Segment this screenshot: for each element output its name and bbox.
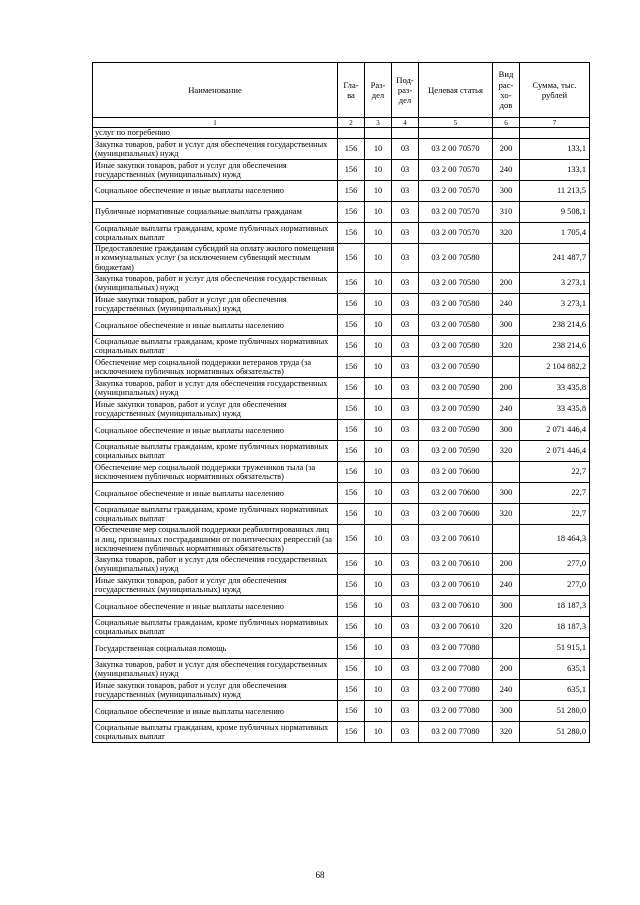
table-row	[93, 575, 590, 596]
cell-glava: 156	[338, 223, 365, 244]
cell-podrazdel: 03	[392, 336, 419, 357]
cell-razdel: 10	[365, 722, 392, 743]
cell-razdel: 10	[365, 701, 392, 722]
cell-celevaya: 03 2 00 77080	[419, 722, 493, 743]
cell-razdel: 10	[365, 638, 392, 659]
cell-summa: 241 487,7	[520, 244, 590, 273]
cell-glava: 156	[338, 378, 365, 399]
cell-glava: 156	[338, 596, 365, 617]
column-number: 2	[338, 118, 365, 128]
cell-celevaya: 03 2 00 77080	[419, 701, 493, 722]
cell-vid: 300	[493, 596, 520, 617]
cell-summa: 22,7	[520, 504, 590, 525]
cell-razdel: 10	[365, 399, 392, 420]
cell-vid	[493, 357, 520, 378]
cell-razdel: 10	[365, 617, 392, 638]
cell-vid: 320	[493, 617, 520, 638]
cell-name: Предоставление гражданам субсидий на оплату жилого помещения и коммунальных услуг (за исключением субвенций местным бюджетам)	[93, 244, 338, 273]
cell-celevaya: 03 2 00 70610	[419, 554, 493, 575]
cell-razdel: 10	[365, 680, 392, 701]
cell-name: Иные закупки товаров, работ и услуг для обеспечения государственных (муниципальных) нужд	[93, 399, 338, 420]
cell-name: Закупка товаров, работ и услуг для обеспечения государственных (муниципальных) нужд	[93, 378, 338, 399]
table-row	[93, 273, 590, 294]
cell-glava: 156	[338, 554, 365, 575]
cell-name: Социальное обеспечение и иные выплаты населению	[93, 181, 338, 202]
cell-celevaya: 03 2 00 70590	[419, 420, 493, 441]
table-row	[93, 722, 590, 743]
cell-vid: 200	[493, 554, 520, 575]
cell-glava: 156	[338, 638, 365, 659]
cell-razdel: 10	[365, 202, 392, 223]
cell-summa: 51 915,1	[520, 638, 590, 659]
table-row	[93, 441, 590, 462]
table-row	[93, 680, 590, 701]
cell-name: Государственная социальная помощь	[93, 638, 338, 659]
cell-vid: 320	[493, 504, 520, 525]
cell-glava	[338, 128, 365, 139]
table-row	[93, 294, 590, 315]
cell-podrazdel: 03	[392, 722, 419, 743]
cell-glava: 156	[338, 160, 365, 181]
cell-podrazdel: 03	[392, 273, 419, 294]
cell-podrazdel: 03	[392, 378, 419, 399]
cell-celevaya: 03 2 00 70600	[419, 483, 493, 504]
cell-celevaya: 03 2 00 70610	[419, 525, 493, 554]
cell-summa: 2 071 446,4	[520, 441, 590, 462]
cell-celevaya: 03 2 00 70570	[419, 139, 493, 160]
cell-glava: 156	[338, 399, 365, 420]
cell-razdel: 10	[365, 525, 392, 554]
table-row	[93, 244, 590, 273]
column-number: 4	[392, 118, 419, 128]
cell-name: Закупка товаров, работ и услуг для обеспечения государственных (муниципальных) нужд	[93, 139, 338, 160]
cell-celevaya: 03 2 00 70570	[419, 202, 493, 223]
cell-vid: 240	[493, 294, 520, 315]
cell-podrazdel: 03	[392, 223, 419, 244]
cell-summa: 2 071 446,4	[520, 420, 590, 441]
cell-glava: 156	[338, 181, 365, 202]
cell-glava: 156	[338, 659, 365, 680]
cell-vid: 200	[493, 139, 520, 160]
cell-razdel: 10	[365, 315, 392, 336]
cell-glava: 156	[338, 680, 365, 701]
cell-podrazdel: 03	[392, 617, 419, 638]
cell-name: Иные закупки товаров, работ и услуг для обеспечения государственных (муниципальных) нужд	[93, 680, 338, 701]
table-row	[93, 139, 590, 160]
cell-glava: 156	[338, 525, 365, 554]
cell-celevaya: 03 2 00 70570	[419, 223, 493, 244]
cell-summa: 9 508,1	[520, 202, 590, 223]
cell-podrazdel: 03	[392, 483, 419, 504]
cell-celevaya: 03 2 00 70580	[419, 273, 493, 294]
cell-glava: 156	[338, 139, 365, 160]
cell-podrazdel: 03	[392, 525, 419, 554]
cell-podrazdel: 03	[392, 504, 419, 525]
cell-summa: 22,7	[520, 462, 590, 483]
table-row	[93, 504, 590, 525]
cell-vid: 240	[493, 575, 520, 596]
cell-summa: 635,1	[520, 659, 590, 680]
column-number: 1	[93, 118, 338, 128]
cell-podrazdel: 03	[392, 659, 419, 680]
cell-glava: 156	[338, 722, 365, 743]
table-row	[93, 336, 590, 357]
table-row	[93, 399, 590, 420]
cell-name: Социальное обеспечение и иные выплаты населению	[93, 315, 338, 336]
table-row	[93, 638, 590, 659]
table-row	[93, 160, 590, 181]
cell-podrazdel: 03	[392, 160, 419, 181]
cell-razdel: 10	[365, 441, 392, 462]
cell-summa: 33 435,8	[520, 378, 590, 399]
cell-vid	[493, 525, 520, 554]
cell-podrazdel: 03	[392, 399, 419, 420]
cell-vid	[493, 128, 520, 139]
cell-vid: 320	[493, 336, 520, 357]
cell-summa: 1 705,4	[520, 223, 590, 244]
cell-vid: 240	[493, 399, 520, 420]
cell-podrazdel	[392, 128, 419, 139]
cell-name: Социальные выплаты гражданам, кроме публичных нормативных социальных выплат	[93, 223, 338, 244]
cell-vid: 320	[493, 223, 520, 244]
table-row	[93, 202, 590, 223]
cell-razdel: 10	[365, 378, 392, 399]
cell-name: услуг по погребению	[93, 128, 338, 139]
column-number: 6	[493, 118, 520, 128]
column-number: 3	[365, 118, 392, 128]
cell-razdel	[365, 128, 392, 139]
cell-razdel: 10	[365, 596, 392, 617]
cell-celevaya: 03 2 00 77080	[419, 638, 493, 659]
cell-vid: 200	[493, 273, 520, 294]
cell-vid: 200	[493, 659, 520, 680]
cell-vid	[493, 462, 520, 483]
cell-podrazdel: 03	[392, 244, 419, 273]
cell-summa: 238 214,6	[520, 336, 590, 357]
table-body	[93, 128, 590, 743]
table-row	[93, 223, 590, 244]
header-glava: Гла-ва	[338, 63, 365, 118]
cell-summa: 18 464,3	[520, 525, 590, 554]
cell-glava: 156	[338, 244, 365, 273]
cell-podrazdel: 03	[392, 357, 419, 378]
cell-name: Социальные выплаты гражданам, кроме публичных нормативных социальных выплат	[93, 617, 338, 638]
cell-name: Социальные выплаты гражданам, кроме публичных нормативных социальных выплат	[93, 441, 338, 462]
table-row	[93, 420, 590, 441]
header-razdel: Раз-дел	[365, 63, 392, 118]
column-number: 7	[520, 118, 590, 128]
table-row	[93, 659, 590, 680]
table-row	[93, 596, 590, 617]
cell-podrazdel: 03	[392, 462, 419, 483]
cell-vid	[493, 244, 520, 273]
budget-table-sheet	[92, 62, 589, 743]
cell-glava: 156	[338, 420, 365, 441]
table-header-row	[93, 63, 590, 118]
cell-celevaya: 03 2 00 70600	[419, 462, 493, 483]
cell-razdel: 10	[365, 462, 392, 483]
cell-name: Социальные выплаты гражданам, кроме публичных нормативных социальных выплат	[93, 336, 338, 357]
table-row	[93, 554, 590, 575]
cell-glava: 156	[338, 617, 365, 638]
cell-vid: 320	[493, 441, 520, 462]
header-celevaya: Целевая статья	[419, 63, 493, 118]
cell-name: Социальное обеспечение и иные выплаты населению	[93, 420, 338, 441]
cell-vid: 240	[493, 680, 520, 701]
cell-summa: 635,1	[520, 680, 590, 701]
cell-vid: 320	[493, 722, 520, 743]
cell-name: Закупка товаров, работ и услуг для обеспечения государственных (муниципальных) нужд	[93, 659, 338, 680]
cell-summa: 51 280,0	[520, 701, 590, 722]
table-row	[93, 462, 590, 483]
cell-glava: 156	[338, 273, 365, 294]
table-row	[93, 617, 590, 638]
cell-name: Социальное обеспечение и иные выплаты населению	[93, 701, 338, 722]
cell-summa: 51 280,0	[520, 722, 590, 743]
cell-celevaya: 03 2 00 70590	[419, 357, 493, 378]
cell-glava: 156	[338, 504, 365, 525]
cell-celevaya: 03 2 00 77080	[419, 680, 493, 701]
cell-celevaya: 03 2 00 70580	[419, 315, 493, 336]
cell-podrazdel: 03	[392, 139, 419, 160]
cell-podrazdel: 03	[392, 575, 419, 596]
cell-glava: 156	[338, 357, 365, 378]
cell-razdel: 10	[365, 294, 392, 315]
cell-razdel: 10	[365, 181, 392, 202]
cell-summa	[520, 128, 590, 139]
cell-celevaya: 03 2 00 70570	[419, 181, 493, 202]
cell-summa: 22,7	[520, 483, 590, 504]
cell-vid: 300	[493, 420, 520, 441]
cell-glava: 156	[338, 575, 365, 596]
cell-razdel: 10	[365, 336, 392, 357]
table-row	[93, 701, 590, 722]
cell-podrazdel: 03	[392, 701, 419, 722]
cell-celevaya: 03 2 00 70590	[419, 441, 493, 462]
cell-name: Обеспечение мер социальной поддержки тружеников тыла (за исключением публичных нормативных обязательств)	[93, 462, 338, 483]
cell-summa: 3 273,1	[520, 294, 590, 315]
cell-glava: 156	[338, 202, 365, 223]
cell-podrazdel: 03	[392, 202, 419, 223]
cell-summa: 3 273,1	[520, 273, 590, 294]
cell-razdel: 10	[365, 575, 392, 596]
cell-name: Иные закупки товаров, работ и услуг для обеспечения государственных (муниципальных) нужд	[93, 160, 338, 181]
cell-name: Социальные выплаты гражданам, кроме публичных нормативных социальных выплат	[93, 722, 338, 743]
budget-table	[92, 62, 590, 743]
cell-name: Публичные нормативные социальные выплаты гражданам	[93, 202, 338, 223]
cell-summa: 11 213,5	[520, 181, 590, 202]
cell-vid: 310	[493, 202, 520, 223]
cell-celevaya: 03 2 00 70580	[419, 294, 493, 315]
cell-podrazdel: 03	[392, 441, 419, 462]
cell-summa: 133,1	[520, 139, 590, 160]
cell-name: Социальное обеспечение и иные выплаты населению	[93, 596, 338, 617]
cell-vid: 300	[493, 181, 520, 202]
cell-name: Иные закупки товаров, работ и услуг для обеспечения государственных (муниципальных) нужд	[93, 575, 338, 596]
cell-glava: 156	[338, 336, 365, 357]
cell-vid: 300	[493, 701, 520, 722]
cell-name: Иные закупки товаров, работ и услуг для обеспечения государственных (муниципальных) нужд	[93, 294, 338, 315]
cell-celevaya: 03 2 00 70610	[419, 596, 493, 617]
table-row	[93, 525, 590, 554]
cell-podrazdel: 03	[392, 294, 419, 315]
cell-celevaya: 03 2 00 70590	[419, 399, 493, 420]
cell-celevaya: 03 2 00 70610	[419, 617, 493, 638]
cell-celevaya: 03 2 00 77080	[419, 659, 493, 680]
cell-podrazdel: 03	[392, 315, 419, 336]
cell-razdel: 10	[365, 160, 392, 181]
column-number-row	[93, 118, 590, 128]
cell-vid: 300	[493, 315, 520, 336]
cell-razdel: 10	[365, 139, 392, 160]
cell-name: Социальные выплаты гражданам, кроме публичных нормативных социальных выплат	[93, 504, 338, 525]
cell-vid	[493, 638, 520, 659]
cell-name: Социальное обеспечение и иные выплаты населению	[93, 483, 338, 504]
header-vid: Вид рас-хо-дов	[493, 63, 520, 118]
cell-celevaya: 03 2 00 70590	[419, 378, 493, 399]
table-row	[93, 378, 590, 399]
table-row	[93, 128, 590, 139]
cell-celevaya	[419, 128, 493, 139]
cell-razdel: 10	[365, 223, 392, 244]
cell-razdel: 10	[365, 554, 392, 575]
cell-name: Закупка товаров, работ и услуг для обеспечения государственных (муниципальных) нужд	[93, 273, 338, 294]
cell-podrazdel: 03	[392, 596, 419, 617]
cell-razdel: 10	[365, 483, 392, 504]
cell-podrazdel: 03	[392, 420, 419, 441]
table-row	[93, 181, 590, 202]
cell-glava: 156	[338, 441, 365, 462]
cell-glava: 156	[338, 294, 365, 315]
cell-summa: 133,1	[520, 160, 590, 181]
cell-razdel: 10	[365, 273, 392, 294]
cell-name: Обеспечение мер социальной поддержки ветеранов труда (за исключением публичных нормативных обязательств)	[93, 357, 338, 378]
cell-razdel: 10	[365, 504, 392, 525]
cell-glava: 156	[338, 315, 365, 336]
cell-celevaya: 03 2 00 70570	[419, 160, 493, 181]
cell-vid: 200	[493, 378, 520, 399]
table-row	[93, 315, 590, 336]
cell-summa: 18 187,3	[520, 596, 590, 617]
cell-celevaya: 03 2 00 70610	[419, 575, 493, 596]
cell-podrazdel: 03	[392, 680, 419, 701]
cell-glava: 156	[338, 462, 365, 483]
cell-glava: 156	[338, 483, 365, 504]
cell-vid: 300	[493, 483, 520, 504]
cell-razdel: 10	[365, 357, 392, 378]
cell-summa: 18 187,3	[520, 617, 590, 638]
cell-name: Обеспечение мер социальной поддержки реабилитированных лиц и лиц, признанных пострадавшими от политических репрессий (за исключением публичных нормативных обязательств)	[93, 525, 338, 554]
cell-celevaya: 03 2 00 70580	[419, 336, 493, 357]
column-number: 5	[419, 118, 493, 128]
cell-razdel: 10	[365, 244, 392, 273]
cell-podrazdel: 03	[392, 181, 419, 202]
cell-summa: 277,0	[520, 554, 590, 575]
cell-summa: 238 214,6	[520, 315, 590, 336]
cell-vid: 240	[493, 160, 520, 181]
cell-razdel: 10	[365, 420, 392, 441]
cell-podrazdel: 03	[392, 554, 419, 575]
cell-podrazdel: 03	[392, 638, 419, 659]
cell-name: Закупка товаров, работ и услуг для обеспечения государственных (муниципальных) нужд	[93, 554, 338, 575]
cell-celevaya: 03 2 00 70580	[419, 244, 493, 273]
header-podrazdel: Под-раз-дел	[392, 63, 419, 118]
cell-summa: 2 104 882,2	[520, 357, 590, 378]
cell-summa: 33 435,8	[520, 399, 590, 420]
page-number: 68	[315, 870, 325, 880]
header-name: Наименование	[93, 63, 338, 118]
table-row	[93, 357, 590, 378]
table-row	[93, 483, 590, 504]
cell-summa: 277,0	[520, 575, 590, 596]
header-summa: Сумма, тыс. рублей	[520, 63, 590, 118]
cell-razdel: 10	[365, 659, 392, 680]
cell-celevaya: 03 2 00 70600	[419, 504, 493, 525]
cell-glava: 156	[338, 701, 365, 722]
